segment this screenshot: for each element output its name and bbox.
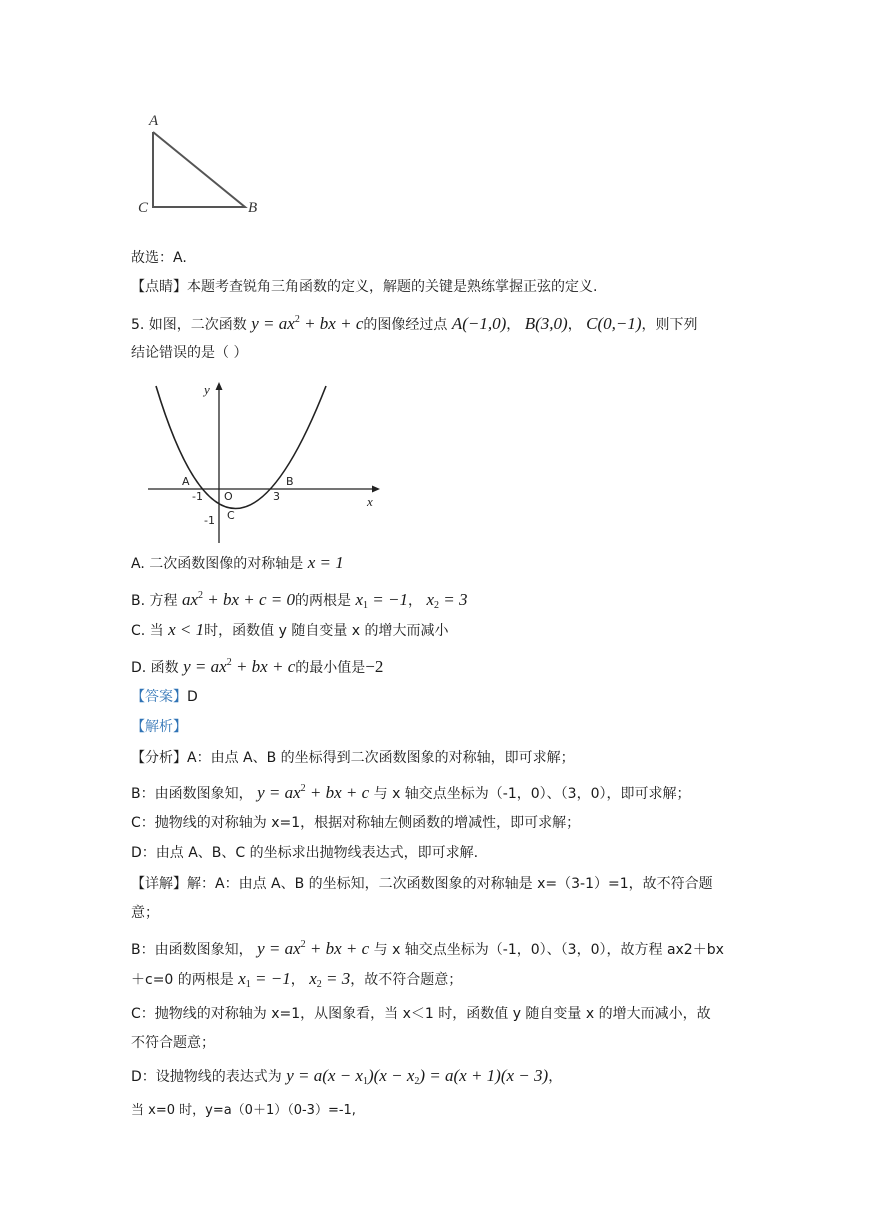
detail-line-b — [131, 935, 724, 960]
triangle-label-b: B — [248, 200, 258, 216]
option-d-formula: $y = ax^2$ + bx + c — [183, 657, 296, 676]
y-axis-label: y — [204, 382, 210, 397]
detail-line-a — [131, 874, 713, 894]
option-a-formula: x = 1 — [307, 553, 344, 572]
fenxi-b-formula: $y = ax^2$ + bx + c — [257, 783, 370, 802]
select-line: 故选：A. — [131, 250, 187, 266]
option-b-mid: 的两根是 — [295, 593, 352, 609]
q5-end: ，则下列 — [641, 317, 698, 333]
fenxi-tag: 【分析】 — [131, 750, 187, 766]
graph-label-c: C — [227, 509, 235, 522]
graph-label-b: B — [286, 475, 294, 488]
fenxi-b-prefix: B：由函数图象知， — [131, 786, 253, 802]
q5-mid: 的图像经过点 — [363, 317, 448, 333]
q5-prefix: 5. 如图，二次函数 — [131, 317, 247, 333]
detail-b-prefix: B：由函数图象知， — [131, 942, 253, 958]
fenxi-line-b — [131, 779, 691, 804]
question-5-line-2: 结论错误的是（ ） — [131, 345, 248, 361]
option-d — [131, 653, 383, 678]
detail-b-formula: $y = ax^2$ + bx + c — [257, 939, 370, 958]
fenxi-line-c: C：抛物线的对称轴为 x=1，根据对称轴左侧函数的增减性，即可求解； — [131, 815, 581, 831]
x-axis-arrow-icon — [372, 486, 380, 493]
graph-label-o: O — [224, 490, 233, 503]
option-d-prefix: D. 函数 — [131, 660, 179, 676]
graph-label-a: A — [182, 475, 190, 488]
comment-line — [131, 277, 597, 297]
detail-line-b2: ＋c=0 的两根是 $x_1 = -1$， $x_2 = 3$，故不符合题意； — [131, 969, 463, 990]
point-a: A(−1,0) — [451, 314, 507, 333]
option-c-suffix: 时，函数值 y 随自变量 x 的增大而减小 — [204, 623, 449, 639]
detail-b-suffix: 与 x 轴交点坐标为（-1，0）、（3，0），故方程 ax2＋bx — [373, 942, 724, 958]
option-d-min: −2 — [365, 657, 384, 676]
detail-b2-root-2: $x_2 = 3$ — [309, 969, 351, 990]
graph-tick-3: 3 — [273, 490, 280, 503]
x-axis-label: x — [367, 494, 373, 509]
option-c-prefix: C. 当 — [131, 623, 164, 639]
parabola-curve — [156, 386, 326, 509]
triangle-label-a: A — [149, 113, 159, 129]
detail-b2-root-1: $x_1 = -1$ — [238, 969, 291, 990]
option-b-equation: $ax^2$ + bx + c = 0 — [181, 590, 296, 609]
fenxi-line-d: D：由点 A、B、C 的坐标求出抛物线表达式，即可求解. — [131, 845, 479, 861]
detail-b2-prefix: ＋c=0 的两根是 — [131, 972, 234, 988]
point-c: C(0,−1) — [586, 314, 642, 333]
answer-line — [131, 687, 198, 707]
detail-tag: 【详解】 — [131, 876, 187, 892]
q5-quad-formula: $y = ax^2$ + bx + c — [251, 314, 364, 333]
question-5-line-1: 5. 如图，二次函数 $y = ax^2$ + bx + c的图像经过点 A(−1,0)， B(3,0)， C(0,−1)，则下列 — [131, 314, 698, 333]
triangle-figure — [128, 108, 278, 220]
option-b: B. 方程 $ax^2$ + bx + c = 0的两根是 $x_1 = -1$， $x_2 = 3$ — [131, 590, 468, 611]
answer-tag: 【答案】 — [131, 689, 187, 705]
graph-tick-neg1-y: -1 — [204, 514, 215, 527]
option-b-root-1: $x_1 = -1$ — [355, 590, 408, 611]
last-line: 当 x=0 时，y=a（0＋1）（0-3）=-1, — [131, 1103, 356, 1118]
detail-line-c: C：抛物线的对称轴为 x=1，从图象看，当 x＜1 时，函数值 y 随自变量 x 的增大而减小，故 — [131, 1006, 711, 1022]
comment-tag: 【点睛】 — [131, 279, 187, 295]
detail-d-formula: $y = a(x - x_1)(x - x_2) = a(x + 1)(x - 3)$ — [286, 1066, 549, 1087]
detail-line-d: D：设抛物线的表达式为 $y = a(x - x_1)(x - x_2) = a(x + 1)(x - 3)$， — [131, 1066, 563, 1087]
option-b-root-2: $x_2 = 3$ — [426, 590, 468, 611]
fenxi-a-text: A：由点 A、B 的坐标得到二次函数图象的对称轴，即可求解； — [187, 750, 575, 766]
comment-text: 本题考查锐角三角函数的定义，解题的关键是熟练掌握正弦的定义. — [187, 279, 598, 295]
detail-a-text: 解：A：由点 A、B 的坐标知，二次函数图象的对称轴是 x=（3-1）=1，故不符合题 — [187, 876, 713, 892]
analysis-tag: 【解析】 — [131, 719, 187, 735]
fenxi-line-a — [131, 748, 575, 768]
graph-tick-neg1-x: -1 — [192, 490, 203, 503]
detail-b2-suffix: ，故不符合题意； — [350, 972, 463, 988]
answer-value: D — [187, 689, 198, 705]
parabola-graph — [140, 376, 390, 546]
point-b: B(3,0) — [524, 314, 568, 333]
option-a-text: A. 二次函数图像的对称轴是 — [131, 556, 304, 572]
option-b-text: B. 方程 — [131, 593, 178, 609]
option-c — [131, 620, 449, 641]
option-c-condition: x < 1 — [168, 620, 205, 639]
triangle-shape — [153, 132, 245, 207]
detail-line-a2: 意； — [131, 905, 159, 921]
triangle-label-c: C — [138, 200, 149, 216]
fenxi-b-suffix: 与 x 轴交点坐标为（-1，0）、（3，0），即可求解； — [373, 786, 691, 802]
option-d-mid: 的最小值是 — [295, 660, 366, 676]
detail-line-c2: 不符合题意； — [131, 1035, 215, 1051]
option-a — [131, 553, 344, 574]
detail-d-prefix: D：设抛物线的表达式为 — [131, 1069, 282, 1085]
y-axis-arrow-icon — [216, 382, 223, 390]
